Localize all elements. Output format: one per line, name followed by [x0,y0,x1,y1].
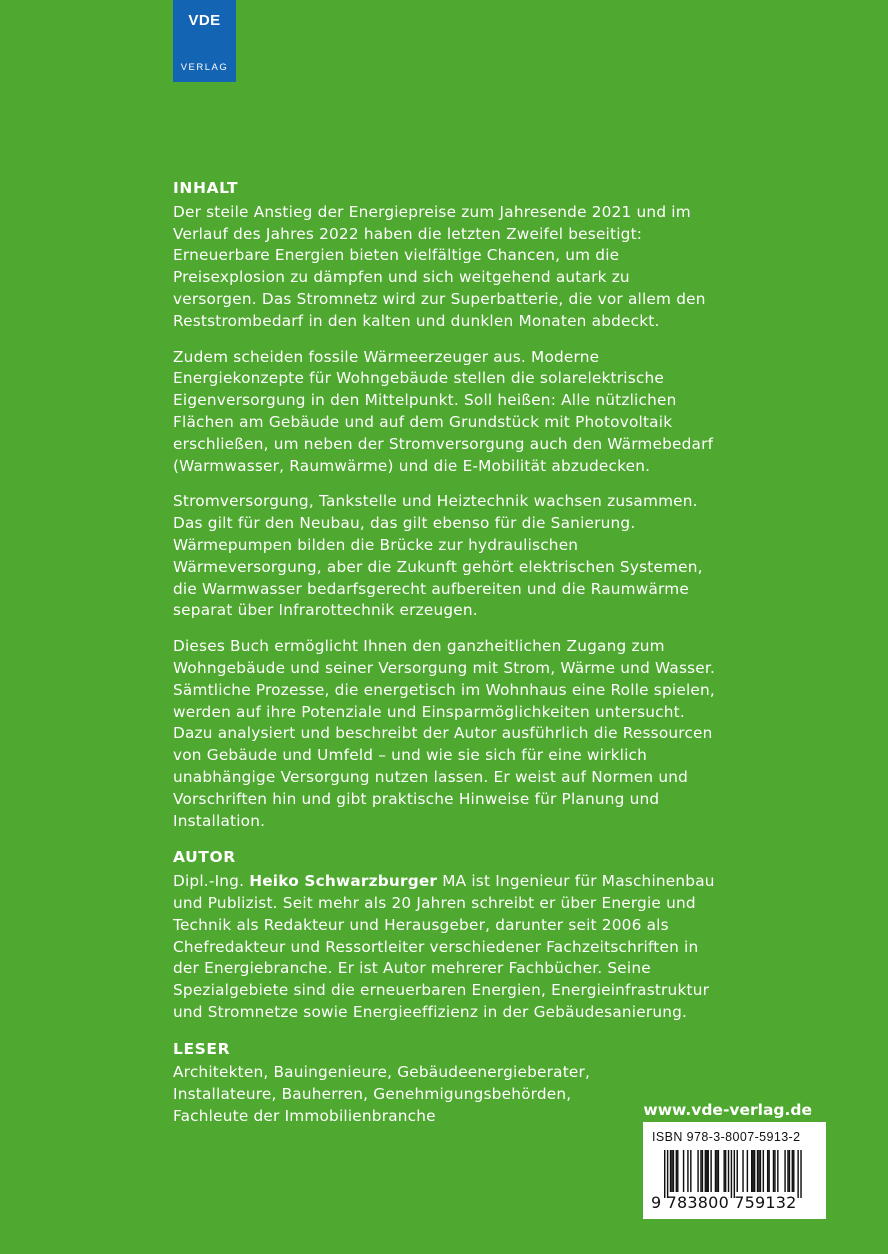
logo-sub: VERLAG [180,62,229,73]
author-prefix: Dipl.-Ing. [173,872,250,891]
reader-line: Fachleute der Immobilienbranche [173,1107,436,1126]
barcode-bar [752,1150,753,1192]
paragraph: Zudem scheiden fossile Wärmeerzeuger aus. Moderne Energiekonzepte für Wohngebäude stellen die solarelektrische Eigenversorgung in den Mittelpunkt. Soll heißen: Alle nützlichen Flächen am Gebäude und auf dem Grundstück mit Photovoltaik erschließen, um neben der Stromversorgung auch den Wärmebedarf (Warmwasser, Raumwärme) und die E-Mobilität abzudecken. [173,347,714,475]
author-bio [173,871,718,1024]
barcode-bar [777,1150,778,1192]
section-leser [173,1039,718,1128]
barcode-bar [708,1150,709,1192]
barcode-bar [723,1150,724,1192]
author-name: Heiko Schwarzburger [249,872,438,891]
barcode-bar [751,1150,752,1192]
barcode-bar [773,1150,774,1192]
barcode-bar [767,1150,768,1192]
barcode-bar [706,1150,707,1192]
heading-leser: LESER [173,1039,231,1058]
barcode-bar [774,1150,775,1192]
barcode-bar [758,1150,759,1192]
reader-line: Architekten, Bauingenieure, Gebäudeenergieberater, [173,1063,591,1082]
barcode-bar [697,1150,698,1192]
barcode-bar [757,1150,758,1192]
barcode-bar [700,1150,701,1192]
paragraph: Stromversorgung, Tankstelle und Heiztechnik wachsen zusammen. Das gilt für den Neubau, das gilt ebenso für die Sanierung. Wärmepumpen bilden die Brücke zur hydraulischen Wärmeversorgung, aber die Zukunft gehört elektrischen Systemen, die Warmwasser bedarfsgerecht aufbereiten und die Raumwärme separat über Infrarottechnik erzeugen. [173,492,703,620]
barcode-bar [710,1150,711,1192]
barcode-bar [800,1150,801,1198]
barcode-bar [705,1150,706,1192]
barcode-bar [784,1150,785,1192]
barcode-bar [737,1150,738,1192]
barcode-bar [702,1150,703,1192]
isbn-label: ISBN 978-3-8007-5913-2 [652,1130,801,1144]
barcode-bar [789,1150,790,1192]
vde-verlag-logo [173,0,236,82]
paragraph: Der steile Anstieg der Energiepreise zum Jahresende 2021 und im Verlauf des Jahres 2022 haben die letzten Zweifel beseitigt: Erneuerbare Energien bieten vielfältige Chancen, um die Preisexplosion zu dämpfen und sich weitgehend autark zu versorgen. Das Stromnetz wird zur Superbatterie, die vor allem den Reststrombedarf in den kalten und dunklen Monaten abdeckt. [173,202,706,330]
barcode-bar [787,1150,788,1192]
website-url: www.vde-verlag.de [643,1101,812,1119]
reader-line: Installateure, Bauherren, Genehmigungsbehörden, [173,1085,572,1104]
barcode-bar [664,1150,665,1198]
barcode-bar [797,1150,798,1198]
barcode-bar [763,1150,764,1192]
barcode-bar [715,1150,716,1192]
barcode-bar [677,1150,678,1192]
barcode-bar [728,1150,729,1192]
barcode-bar [667,1150,668,1198]
barcode-bar [754,1150,755,1192]
barcode-bar [683,1150,684,1192]
barcode-bar [687,1150,688,1192]
barcode-bar [742,1150,743,1192]
barcode-bar [670,1150,671,1192]
barcode-bar [673,1150,674,1192]
section-inhalt [173,178,718,832]
barcode-bar [716,1150,717,1192]
logo-brand: VDE [188,12,221,29]
barcode-bar [725,1150,726,1192]
paragraph: Dieses Buch ermöglicht Ihnen den ganzheitlichen Zugang zum Wohngebäude und seiner Versorgung mit Strom, Wärme und Wasser. Sämtliche Prozesse, die energetisch im Wohnhaus eine Rolle spielen, werden auf ihre Potenziale und Einsparmöglichkeiten untersucht. Dazu analysiert und beschreibt der Autor ausführlich die Ressourcen von Gebäude und Umfeld – und wie sie sich für eine wirklich unabhängige Versorgung nutzen lassen. Er weist auf Normen und Vorschriften hin und gibt praktische Hinweise für Planung und Installation. [173,637,716,830]
section-autor [173,847,718,1023]
author-text: MA ist Ingenieur für Maschinenbau und Publizist. Seit mehr als 20 Jahren schreibt er über Energie und Technik als Redakteur und Herausgeber, darunter seit 2006 als Chefredakteur und Ressortleiter verschiedener Fachzeitschriften in der Energiebranche. Er ist Autor mehrerer Fachbücher. Seine Spezialgebiete sind die erneuerbaren Energien, Energieinfrastruktur und Stromnetze sowie Energieeffizienz in der Gebäudesanierung. [173,872,715,1021]
heading-inhalt: INHALT [173,179,239,197]
isbn-barcode [643,1122,826,1219]
back-cover-text [173,178,718,1143]
isbn-digits: 9 783800 759132 [651,1193,797,1212]
barcode-bar [690,1150,691,1192]
barcode-bar [768,1150,769,1192]
heading-autor: AUTOR [173,848,236,867]
barcode-bar [671,1150,672,1192]
barcode-bar [731,1150,732,1198]
barcode-bar [793,1150,794,1192]
barcode-bar [676,1150,677,1192]
barcode-bar [734,1150,735,1198]
barcode-bar [760,1150,761,1192]
barcode-bar [718,1150,719,1192]
barcode-bar [747,1150,748,1192]
barcode-bar [792,1150,793,1192]
